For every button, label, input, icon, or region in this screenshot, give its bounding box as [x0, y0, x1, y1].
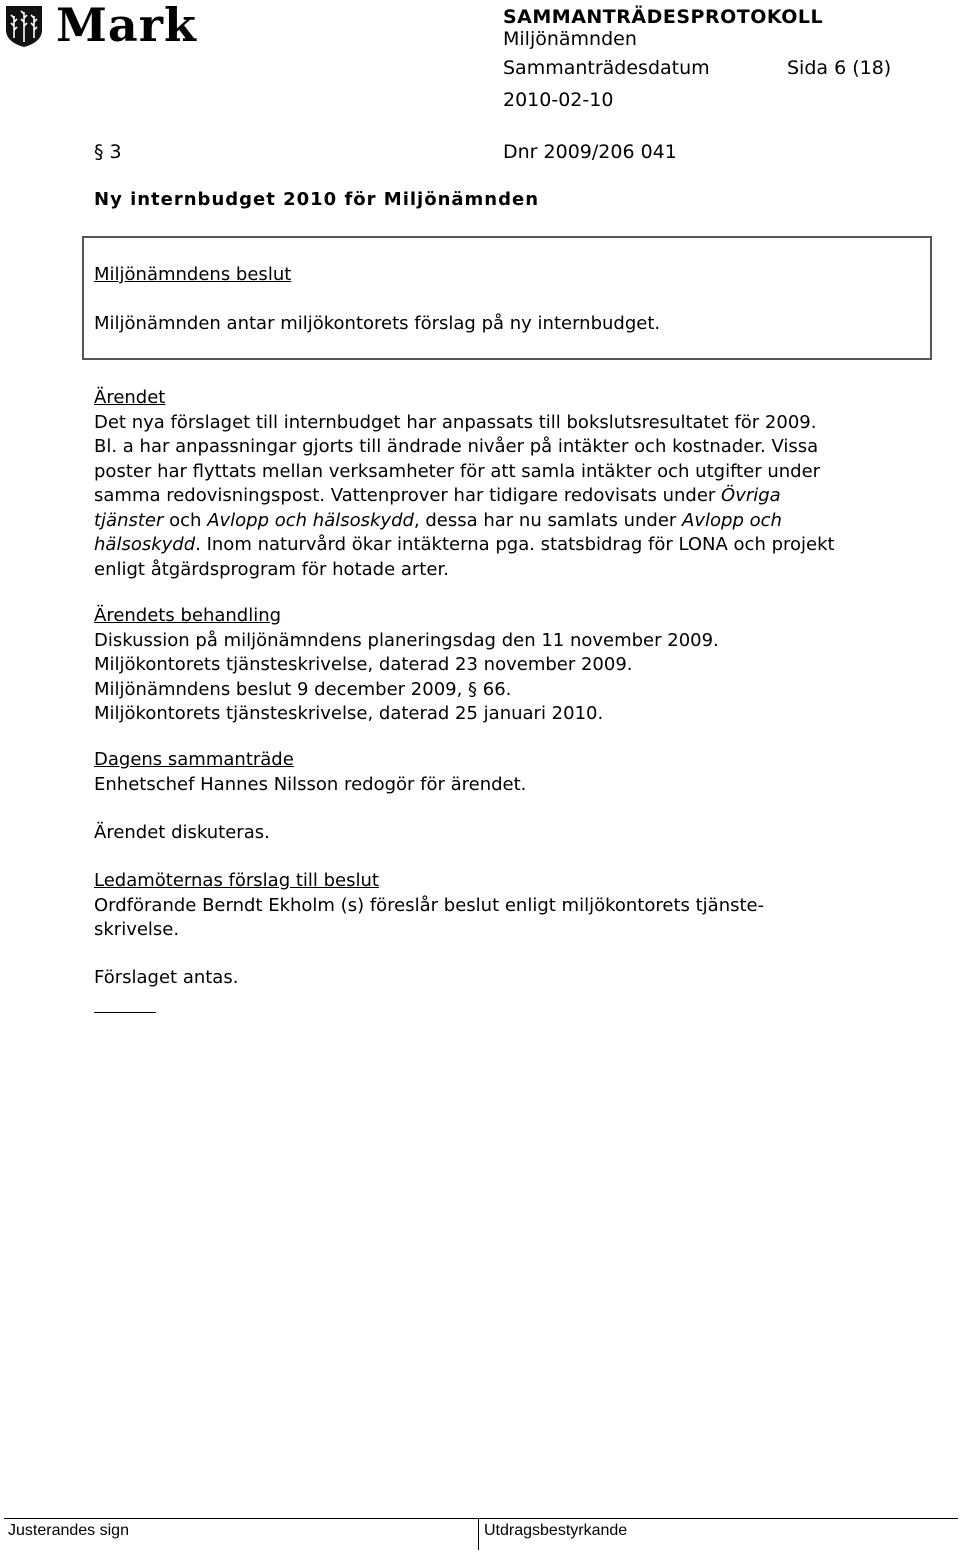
- dagens-text: Enhetschef Hannes Nilsson redogör för ärendet.: [94, 773, 527, 795]
- arendet-italic: Övriga: [721, 485, 781, 506]
- behandling-line: Miljökontorets tjänsteskrivelse, daterad 25 januari 2010.: [94, 703, 604, 724]
- arendet-text: samma redovisningspost. Vattenprover har tidigare redovisats under: [94, 485, 722, 506]
- municipality-logo-icon: [4, 4, 44, 48]
- committee-name: Miljönämnden: [503, 28, 637, 50]
- meeting-date: 2010-02-10: [503, 89, 614, 111]
- behandling-section: [94, 604, 934, 727]
- footer-rule: [4, 1518, 958, 1519]
- protocol-title: SAMMANTRÄDESPROTOKOLL: [503, 6, 824, 28]
- decision-heading: Miljönämndens beslut: [94, 264, 292, 285]
- arendet-heading: Ärendet: [94, 387, 166, 408]
- arendet-line: enligt åtgärdsprogram för hotade arter.: [94, 558, 449, 580]
- diskuteras-text: Ärendet diskuteras.: [94, 822, 270, 843]
- behandling-line: Miljökontorets tjänsteskrivelse, daterad 23 november 2009.: [94, 654, 633, 675]
- logo-text: Mark: [56, 0, 197, 52]
- arendet-italic: Avlopp och hälsoskydd: [207, 509, 414, 531]
- arendet-line: [94, 509, 934, 534]
- behandling-heading: Ärendets behandling: [94, 605, 282, 626]
- arendet-line: [94, 533, 934, 558]
- ledamoter-heading: Ledamöternas förslag till beslut: [94, 870, 379, 891]
- arendet-italic: Avlopp och: [682, 509, 782, 531]
- arendet-line: Det nya förslaget till internbudget har anpassats till bokslutsresultatet för 2009.: [94, 411, 817, 433]
- antas-text: Förslaget antas.: [94, 967, 239, 988]
- item-title: Ny internbudget 2010 för Miljönämnden: [94, 189, 540, 210]
- arendet-italic: hälsoskydd: [94, 534, 196, 555]
- dagens-section: [94, 748, 934, 797]
- paragraph-number: § 3: [94, 141, 122, 163]
- arendet-text: , dessa har nu samlats under: [413, 509, 683, 531]
- meeting-date-label: Sammanträdesdatum: [503, 57, 710, 79]
- footer-divider: [478, 1518, 479, 1550]
- behandling-line: Diskussion på miljönämndens planeringsdag den 11 november 2009.: [94, 629, 719, 651]
- arendet-section: [94, 386, 934, 582]
- arendet-line: [94, 484, 934, 509]
- case-number: Dnr 2009/206 041: [503, 141, 677, 163]
- footer-extract-label: Utdragsbestyrkande: [484, 1522, 628, 1539]
- decision-text: Miljönämnden antar miljökontorets förslag på ny internbudget.: [94, 313, 661, 334]
- arendet-text: och: [163, 509, 208, 531]
- end-rule: [94, 1012, 156, 1013]
- behandling-line: Miljönämndens beslut 9 december 2009, § 66.: [94, 678, 512, 700]
- ledamoter-line: Ordförande Berndt Ekholm (s) föreslår beslut enligt miljökontorets tjänste-: [94, 894, 765, 916]
- ledamoter-section: [94, 869, 934, 943]
- arendet-line: poster har flyttats mellan verksamheter för att samla intäkter och utgifter under: [94, 460, 821, 482]
- arendet-italic: tjänster: [94, 509, 164, 531]
- decision-box: [82, 236, 932, 360]
- arendet-line: Bl. a har anpassningar gjorts till ändrade nivåer på intäkter och kostnader. Vissa: [94, 436, 819, 457]
- footer-sign-label: Justerandes sign: [8, 1522, 129, 1539]
- dagens-heading: Dagens sammanträde: [94, 749, 294, 770]
- arendet-text: . Inom naturvård ökar intäkterna pga. statsbidrag för LONA och projekt: [195, 534, 835, 555]
- page-number: Sida 6 (18): [787, 57, 892, 79]
- ledamoter-line: skrivelse.: [94, 919, 180, 940]
